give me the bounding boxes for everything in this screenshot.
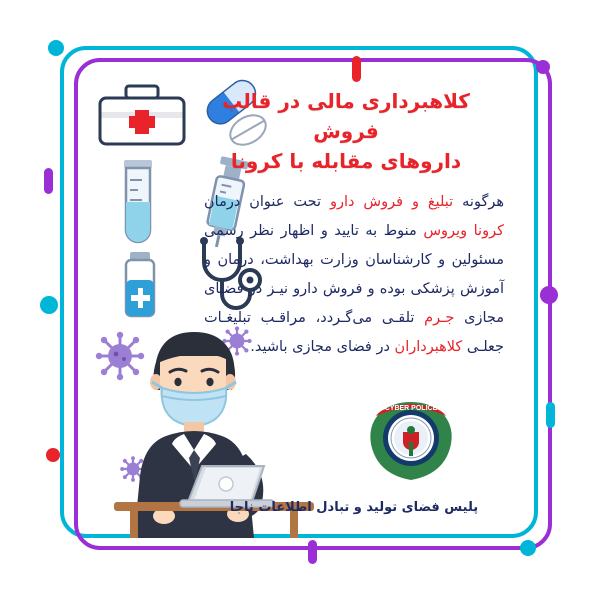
body-segment-3: کرونا ویروس [423,223,504,239]
body-segment-5: جـرم [424,310,455,326]
accent-dot-left-middle [40,296,58,314]
accent-dash-top-right [352,56,361,82]
badge-top-text: CYBER POLICE [384,405,438,412]
body-segment-2: تحت عنوان درمان [204,194,330,210]
headline-line-2: داروهای مقابله با کرونا [230,149,462,173]
organization-caption: پلیس فضای تولید و تبادل اطلاعات ناجا [229,500,479,515]
body-segment-4: منوط به تایید و اظهار نظر رسمی مسئولین و کارشناسان وزارت بهداشت، درمان و آموزش پزشکی بوده و فروش دارو نیـز در فضـای مجازی [204,223,504,326]
accent-dot-right-middle [540,286,558,304]
cyber-police-badge [356,398,466,484]
headline-line-1: کلاهبرداری مالی در قالب فروش [222,89,470,143]
test-tube-icon [112,156,164,248]
accent-dash-left-upper [44,168,53,194]
accent-dot-top-right [536,60,550,74]
accent-dot-bottom-left [46,448,60,462]
accent-dot-bottom-right [520,540,536,556]
accent-dash-right-lower [546,402,555,428]
body-segment-0: هرگونه [453,194,504,210]
vaccine-vial-icon [112,250,168,322]
accent-dash-bottom [308,540,317,564]
body-segment-8: در فضای مجازی باشید. [250,339,395,355]
first-aid-kit-icon [96,82,188,148]
accent-dot-top-left [48,40,64,56]
body-segment-7: کلاهبرداران [394,339,463,355]
body-paragraph [204,188,504,362]
body-segment-1: تبلیغ و فروش دارو [329,194,454,210]
headline [196,86,496,176]
body-segment-6: تلقـی می‌گـردد، مراقـب تبلیغـات جعلـی [204,310,504,355]
